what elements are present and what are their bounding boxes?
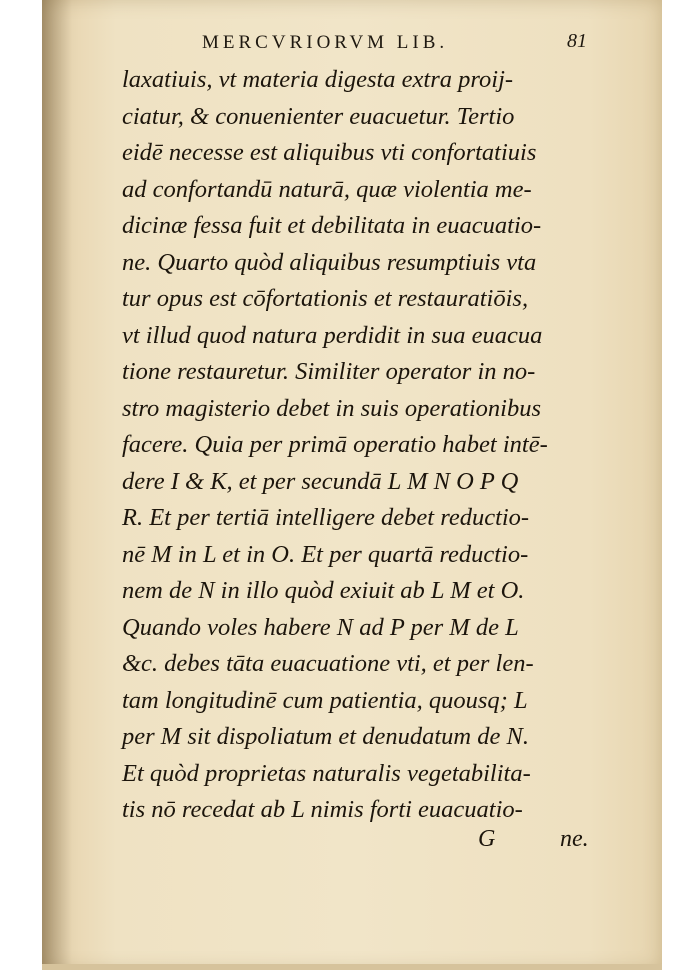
text-block: [122, 62, 622, 829]
text-line: Et quòd proprietas naturalis vegetabilita-: [122, 759, 531, 787]
text-line: vt illud quod natura perdidit in sua euacua: [122, 321, 543, 349]
folio-number: 81: [567, 30, 587, 52]
text-line: ad confortandū naturā, quæ violentia me-: [122, 175, 532, 203]
text-line: tione restauretur. Similiter operator in no-: [122, 358, 536, 385]
book-page: [42, 0, 662, 970]
page-bottom-edge: [42, 964, 662, 970]
text-line: dicinæ fessa fuit et debilitata in euacuatio-: [122, 212, 542, 239]
catchword: ne.: [560, 826, 589, 852]
text-line: tis nō recedat ab L nimis forti euacuatio-: [122, 796, 523, 823]
text-line: dere I & K, et per secundā L M N O P Q: [122, 467, 519, 495]
text-line: ne. Quarto quòd aliquibus resumptiuis vta: [122, 248, 537, 276]
text-line: facere. Quia per primā operatio habet intē-: [122, 431, 548, 458]
text-line: ciatur, & conuenienter euacuetur. Tertio: [122, 102, 515, 130]
text-line: tam longitudinē cum patientia, quousq; L: [122, 686, 528, 714]
text-line: laxatiuis, vt materia digesta extra proij-: [122, 66, 514, 93]
text-line: R. Et per tertiā intelligere debet reductio-: [122, 504, 530, 531]
text-line: tur opus est cōfortationis et restauratiōis,: [122, 285, 529, 312]
text-line: Quando voles habere N ad P per M de L: [122, 613, 519, 641]
text-line: stro magisterio debet in suis operationibus: [122, 394, 542, 422]
running-head: MERCVRIORVM LIB.: [202, 32, 449, 53]
text-line: nē M in L et in O. Et per quartā reductio-: [122, 540, 529, 568]
text-line: nem de N in illo quòd exiuit ab L M et O.: [122, 577, 525, 604]
text-line: &c. debes tāta euacuatione vti, et per len-: [122, 650, 534, 677]
text-line: per M sit dispoliatum et denudatum de N.: [122, 723, 529, 750]
text-line: eidē necesse est aliquibus vti confortatiuis: [122, 139, 537, 166]
signature-mark: G: [478, 826, 496, 852]
spine-shadow: [42, 0, 72, 970]
